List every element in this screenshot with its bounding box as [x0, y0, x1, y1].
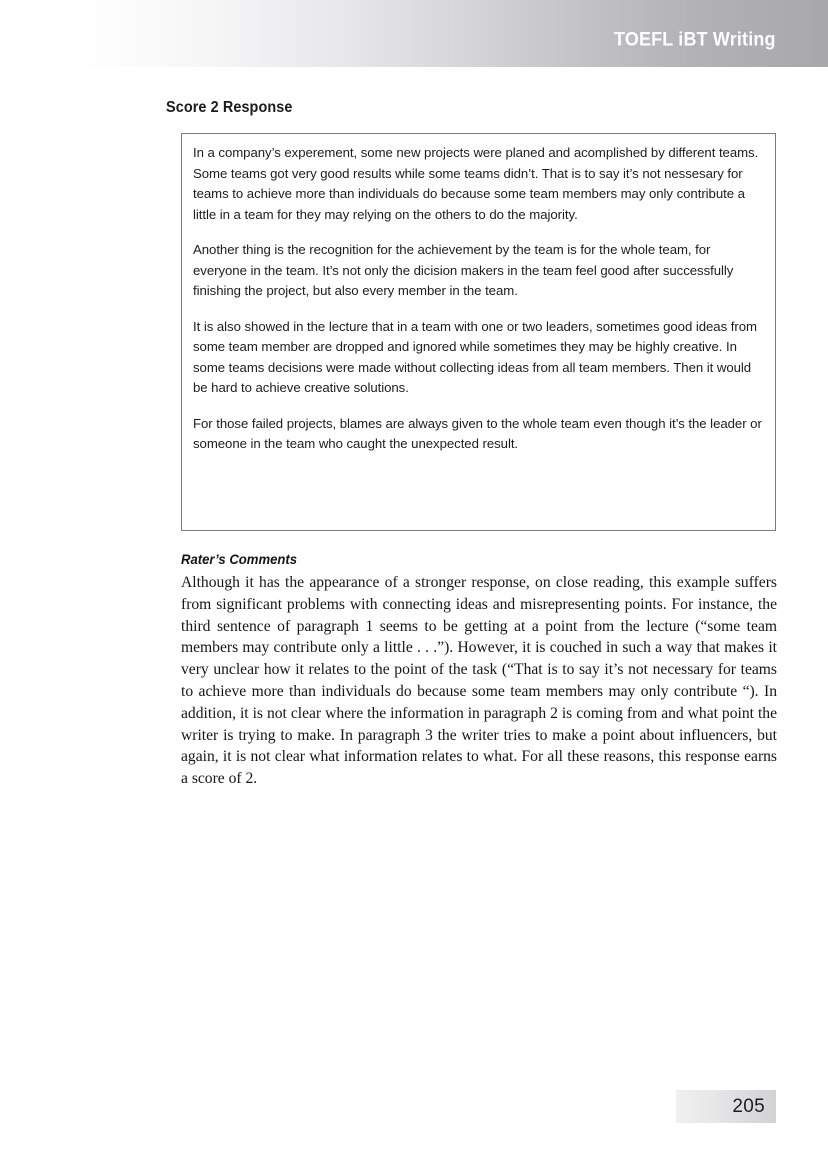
- page-footer: [676, 1090, 776, 1123]
- response-paragraph: Another thing is the recognition for the achievement by the team is for the whole team, for everyone in the team. It’s not only the dicision makers in the team feel good after successfully finishing the project, but also every member in the team.: [193, 242, 734, 298]
- section-heading: Score 2 Response: [166, 99, 293, 116]
- page-header-title: TOEFL iBT Writing: [614, 28, 776, 51]
- response-paragraph: In a company’s experement, some new projects were planed and acomplished by different teams. Some teams got very good results while some teams didn’t. That is to say it’s not nessesary for teams to achieve more than individuals do because some team members may only contribute a little in a team for they may relying on the others to do the majority.: [193, 145, 759, 222]
- page-number: 205: [732, 1095, 765, 1117]
- raters-comments-heading: Rater’s Comments: [181, 552, 298, 567]
- response-paragraph: For those failed projects, blames are always given to the whole team even though it’s the leader or someone in the team who caught the unexpected result.: [193, 415, 762, 451]
- raters-comments-body: Although it has the appearance of a stronger response, on close reading, this example suffers from significant problems with connecting ideas and misrepresenting points. For instance, the third sentence of paragraph 1 seems to be getting at a point from the lecture (“some team members may contribute only a little . . .”). However, it is couched in such a way that makes it very unclear how it relates to the point of the task (“That is to say it’s not necessary for teams to achieve more than individuals do because some team members may only contribute “). In addition, it is not clear where the information in paragraph 2 is coming from and what point the writer is trying to make. In paragraph 3 the writer tries to make a point about influencers, but again, it is not clear what information relates to what. For all these reasons, this response earns a score of 2.: [181, 574, 777, 788]
- page-header-band: [0, 0, 828, 67]
- score-response-box: [181, 133, 776, 531]
- response-paragraph: It is also showed in the lecture that in a team with one or two leaders, sometimes good ideas from some team member are dropped and ignored while sometimes they may be highly creative. In some teams decisions were made without collecting ideas from all team members. Then it would be hard to achieve creative solutions.: [193, 318, 757, 395]
